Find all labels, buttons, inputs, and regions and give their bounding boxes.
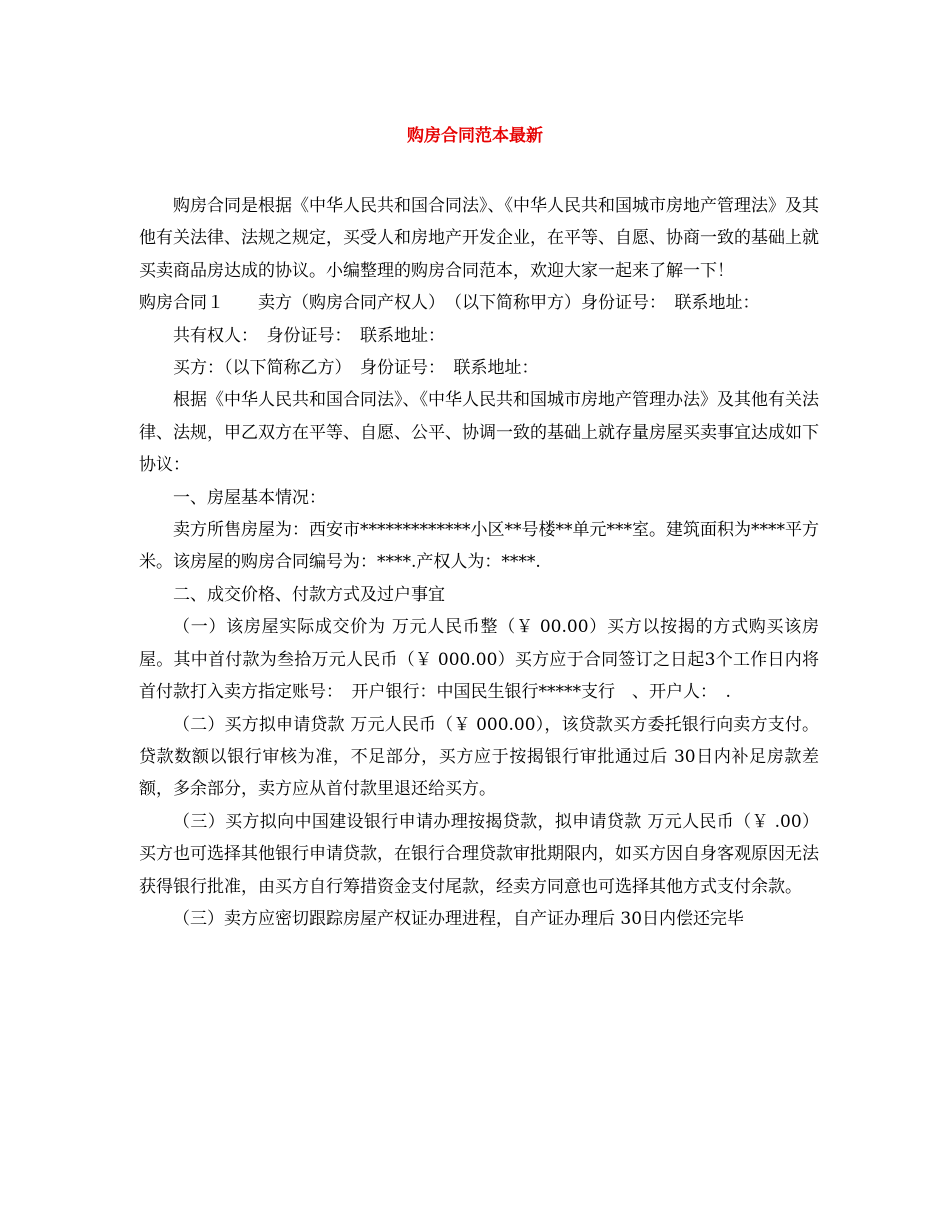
clause-3b-paragraph: （三）卖方应密切跟踪房屋产权证办理进程，自产证办理后 30日内偿还完毕 <box>173 908 745 929</box>
clause-2-paragraph: （二）买方拟申请贷款 万元人民币（￥ 000.00），该贷款买方委托银行向卖方支付。贷款数额以银行审核为准，不足部分，买方应于按揭银行审批通过后 30日内补足房款差额，多余部分，卖方应从首付款里退还给买方。 <box>139 714 819 800</box>
co-owner-info-line: 共有权人： 身份证号： 联系地址： <box>173 325 445 346</box>
clause-1-paragraph: （一）该房屋实际成交价为 万元人民币整（￥ 00.00）买方以按揭的方式购买该房屋。其中首付款为叁拾万元人民币（￥ 000.00）买方应于合同签订之日起3个工作日内将首付款打入卖方指定账号： 开户银行：中国民生银行*****支行 、开户人： . <box>139 617 819 703</box>
seller-info-line: 购房合同１ 卖方（购房合同产权人） （以下简称甲方）身份证号： 联系地址： <box>139 293 760 314</box>
intro-paragraph: 购房合同是根据《中华人民共和国合同法》、《中华人民共和国城市房地产管理法》及其他有关法律、法规之规定，买受人和房地产开发企业，在平等、自愿、协商一致的基础上就买卖商品房达成的协议。小编整理的购房合同范本，欢迎大家一起来了解一下！ <box>139 196 819 281</box>
document-title: 购房合同范本最新 <box>407 126 543 146</box>
agreement-basis-paragraph: 根据《中华人民共和国合同法》、《中华人民共和国城市房地产管理办法》及其他有关法律、法规，甲乙双方在平等、自愿、公平、协调一致的基础上就存量房屋买卖事宜达成如下协议： <box>139 390 819 476</box>
buyer-info-line: 买方：（以下简称乙方） 身份证号： 联系地址： <box>173 358 539 379</box>
clause-3-paragraph: （三）买方拟向中国建设银行申请办理按揭贷款，拟申请贷款 万元人民币（￥ .00）买方也可选择其他银行申请贷款，在银行合理贷款审批期限内，如买方因自身客观原因无法获得银行批准，由买方自行筹措资金支付尾款，经卖方同意也可选择其他方式支付余款。 <box>139 811 819 897</box>
property-details-paragraph: 卖方所售房屋为：西安市*************小区**号楼**单元***室。建筑面积为****平方米。该房屋的购房合同编号为：****.产权人为：****. <box>139 520 819 573</box>
section-heading-price: 二、成交价格、付款方式及过户事宜 <box>173 584 445 605</box>
section-heading-property: 一、房屋基本情况： <box>173 487 326 508</box>
document-body <box>139 190 819 935</box>
